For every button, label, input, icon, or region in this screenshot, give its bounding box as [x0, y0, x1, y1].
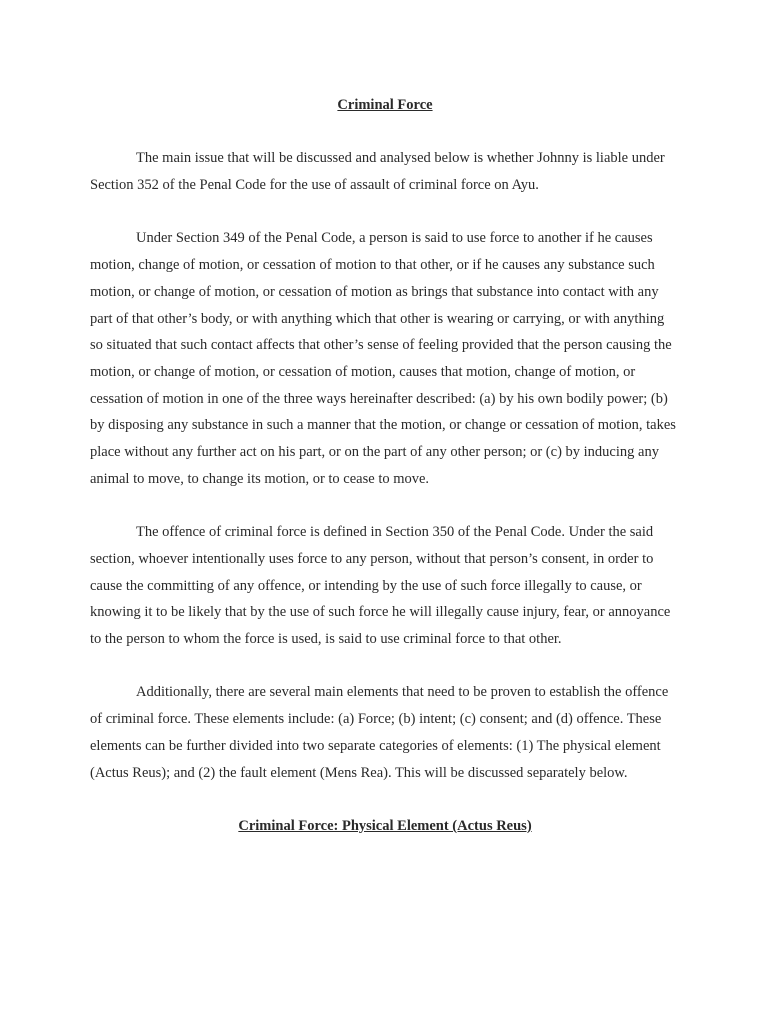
paragraph-elements: Additionally, there are several main elements that need to be proven to establish the offence of criminal force. These elements include: (a) Force; (b) intent; (c) consent; and (d) offence. These elements can be further divided into two separate categories of elements: (1) The physical element (Actus Reus); and (2) the fault element (Mens Rea). This will be discussed separately below.: [90, 684, 669, 781]
section-subheading: Criminal Force: Physical Element (Actus Reus): [238, 817, 532, 834]
spacer: [90, 653, 680, 680]
paragraph-section-350: The offence of criminal force is defined in Section 350 of the Penal Code. Under the said section, whoever intentionally uses force to any person, without that person’s consent, in order to cause the committing of any offence, or intending by the use of such force illegally to cause, or knowing it to be likely that by the use of such force he will illegally cause injury, fear, or annoyance to the person to whom the force is used, is said to use criminal force to that other.: [90, 524, 671, 648]
document-body: [90, 92, 680, 840]
spacer: [90, 119, 680, 146]
document-title: Criminal Force: [337, 97, 433, 113]
paragraph-section-349: Under Section 349 of the Penal Code, a person is said to use force to another if he causes motion, change of motion, or cessation of motion to that other, or if he causes any substance such motion, or change of motion, or cessation of motion as brings that substance into contact with any part of that other’s body, or with anything which that other is wearing or carrying, or with anything so situated that such contact affects that other’s sense of feeling provided that the person causing the motion, or change of motion, or cessation of motion, causes that motion, change of motion, or cessation of motion in one of the three ways hereinafter described: (a) by his own bodily power; (b) by disposing any substance in such a manner that the motion, or change or cessation of motion, takes place without any further act on his part, or on the part of any other person; or (c) by inducing any animal to move, to change its motion, or to cease to move.: [90, 230, 676, 487]
spacer: [90, 199, 680, 226]
spacer: [90, 493, 680, 520]
paragraph-issue: The main issue that will be discussed and analysed below is whether Johnny is liable under Section 352 of the Penal Code for the use of assault of criminal force on Ayu.: [90, 150, 665, 194]
spacer: [90, 786, 680, 813]
